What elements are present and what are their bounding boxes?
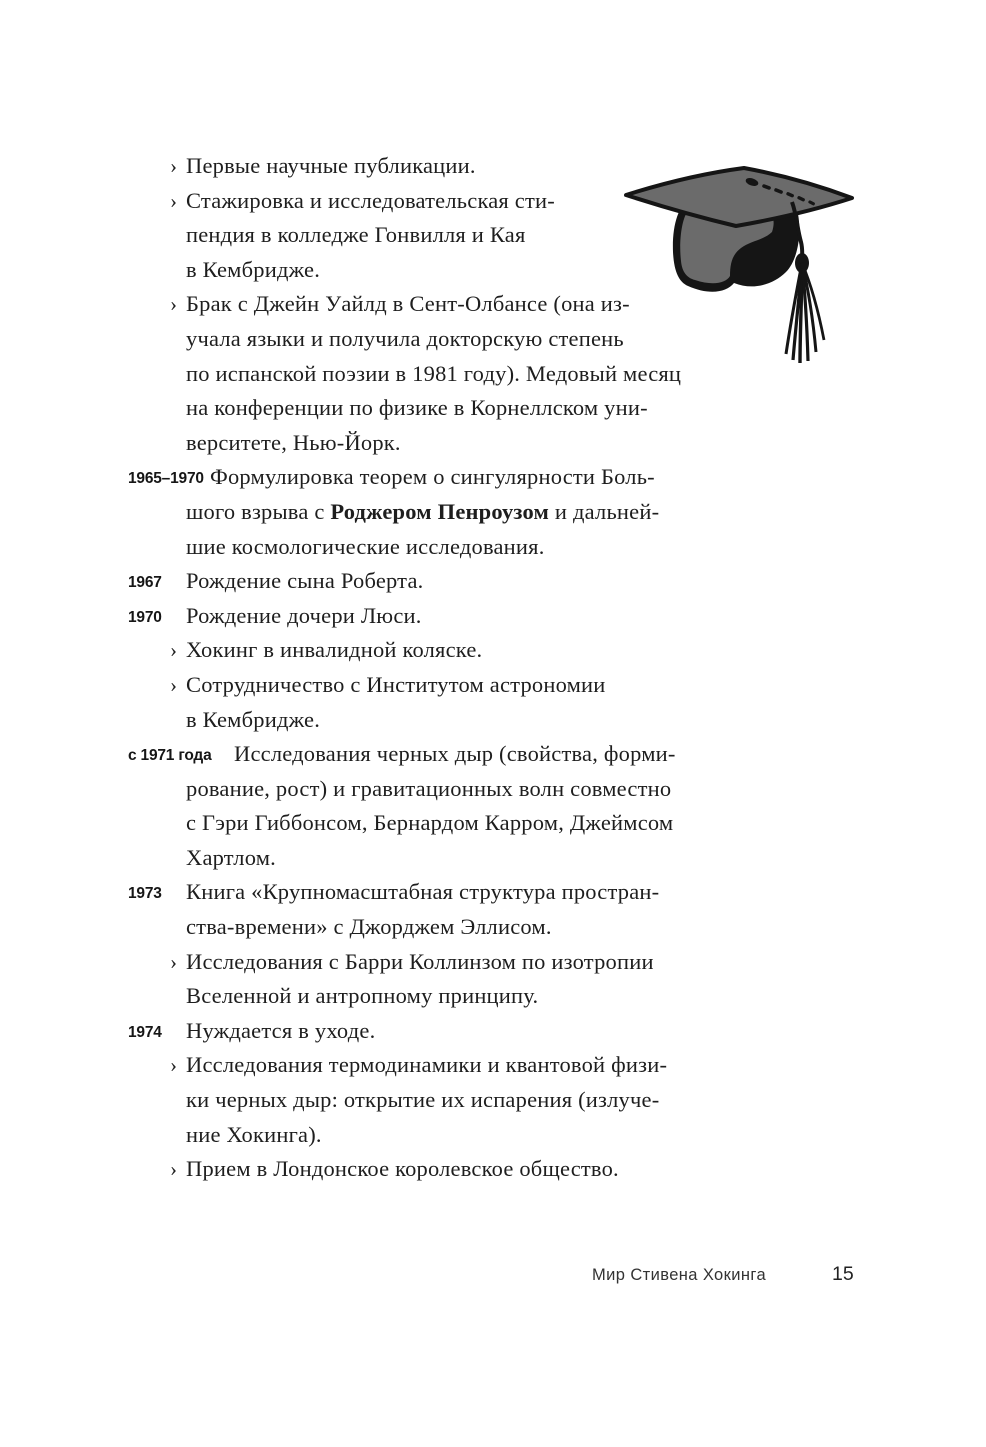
timeline-text-line: › Сотрудничество с Институтом астрономии [186,668,786,703]
timeline-text-line: Рождение дочери Люси. [186,602,422,628]
bullet-marker-icon: › [170,1157,178,1182]
timeline-entry [170,149,786,184]
timeline-entry [128,875,786,944]
timeline-text-line: › Исследования с Барри Коллинзом по изотропии [186,945,786,980]
timeline-text-line: в Кембридже. [186,706,321,732]
timeline-entry [170,184,786,288]
timeline-entry [128,737,786,875]
timeline-entry [128,599,786,634]
timeline-text-line: в Кембридже. [186,256,321,282]
timeline-text-line: › Исследования термодинамики и квантовой физи- [186,1048,786,1083]
timeline-year-label: 1974 [128,1023,162,1041]
timeline-text-line: на конференции по физике в Корнеллском уни- [186,395,648,421]
timeline-text-line: по испанской поэзии в 1981 году). Медовый месяц [186,360,682,386]
timeline-year-label: 1973 [128,885,162,903]
bullet-marker-icon: › [170,154,178,178]
timeline-text-line: Вселенной и антропному принципу. [186,983,539,1009]
timeline-text-line: Рождение сына Роберта. [186,568,424,594]
timeline-year-label: 1967 [128,574,162,592]
timeline-text-line: › Стажировка и исследовательская сти- [186,184,786,219]
timeline-text-line: › Хокинг в инвалидной коляске. [186,633,786,668]
timeline-text-line: пендия в колледже Гонвилля и Кая [186,222,526,248]
timeline-text-line: ства-времени» с Джорджем Эллисом. [186,914,552,940]
timeline-entry [170,1152,786,1187]
timeline-list [128,149,786,1187]
timeline-text-line: › Брак с Джейн Уайлд в Сент-Олбансе (она из- [186,287,786,322]
bullet-marker-icon: › [170,292,178,317]
timeline-entry [128,460,786,564]
timeline-text-line: рование, рост) и гравитационных волн совместно [186,775,672,801]
timeline-entry [170,668,786,737]
timeline-text-line: верситете, Нью-Йорк. [186,429,401,455]
timeline-text-line: ки черных дыр: открытие их испарения (излуче- [186,1087,660,1113]
timeline-text-line: Хартлом. [186,844,276,870]
bullet-marker-icon: › [170,188,178,213]
timeline-entry [170,633,786,668]
footer-page-number: 15 [832,1263,854,1285]
timeline-text-line: учала языки и получила докторскую степень [186,325,624,351]
bullet-marker-icon: › [170,638,178,663]
timeline-text-line: Исследования черных дыр (свойства, форми- [234,741,676,767]
bullet-marker-icon: › [170,1053,178,1078]
timeline-text-line: с Гэри Гиббонсом, Бернардом Карром, Джеймсом [186,810,674,836]
timeline-entry [170,287,786,460]
timeline-entry [128,564,786,599]
timeline-year-label: с 1971 года [128,747,212,765]
timeline-text-line: › Первые научные публикации. [186,149,786,184]
timeline-text-line: Нуждается в уходе. [186,1017,376,1043]
timeline-entry [128,1014,786,1049]
timeline-year-label: 1970 [128,608,162,626]
timeline-text-line: Книга «Крупномасштабная структура простран- [186,879,660,905]
timeline-text-line: › Прием в Лондонское королевское общество. [186,1152,786,1187]
footer-running-title: Мир Стивена Хокинга [592,1266,767,1284]
bullet-marker-icon: › [170,672,178,697]
bullet-marker-icon: › [170,949,178,974]
timeline-text-line: ние Хокинга). [186,1121,322,1147]
timeline-entry [170,945,786,1014]
timeline-entry [170,1048,786,1152]
timeline-text-line: шие космологические исследования. [186,533,545,559]
timeline-year-label: 1965–1970 [128,470,204,488]
timeline-text-line: шого взрыва с Роджером Пенроузом и дальней- [186,498,660,524]
timeline-text-line: Формулировка теорем о сингулярности Боль- [210,464,655,490]
